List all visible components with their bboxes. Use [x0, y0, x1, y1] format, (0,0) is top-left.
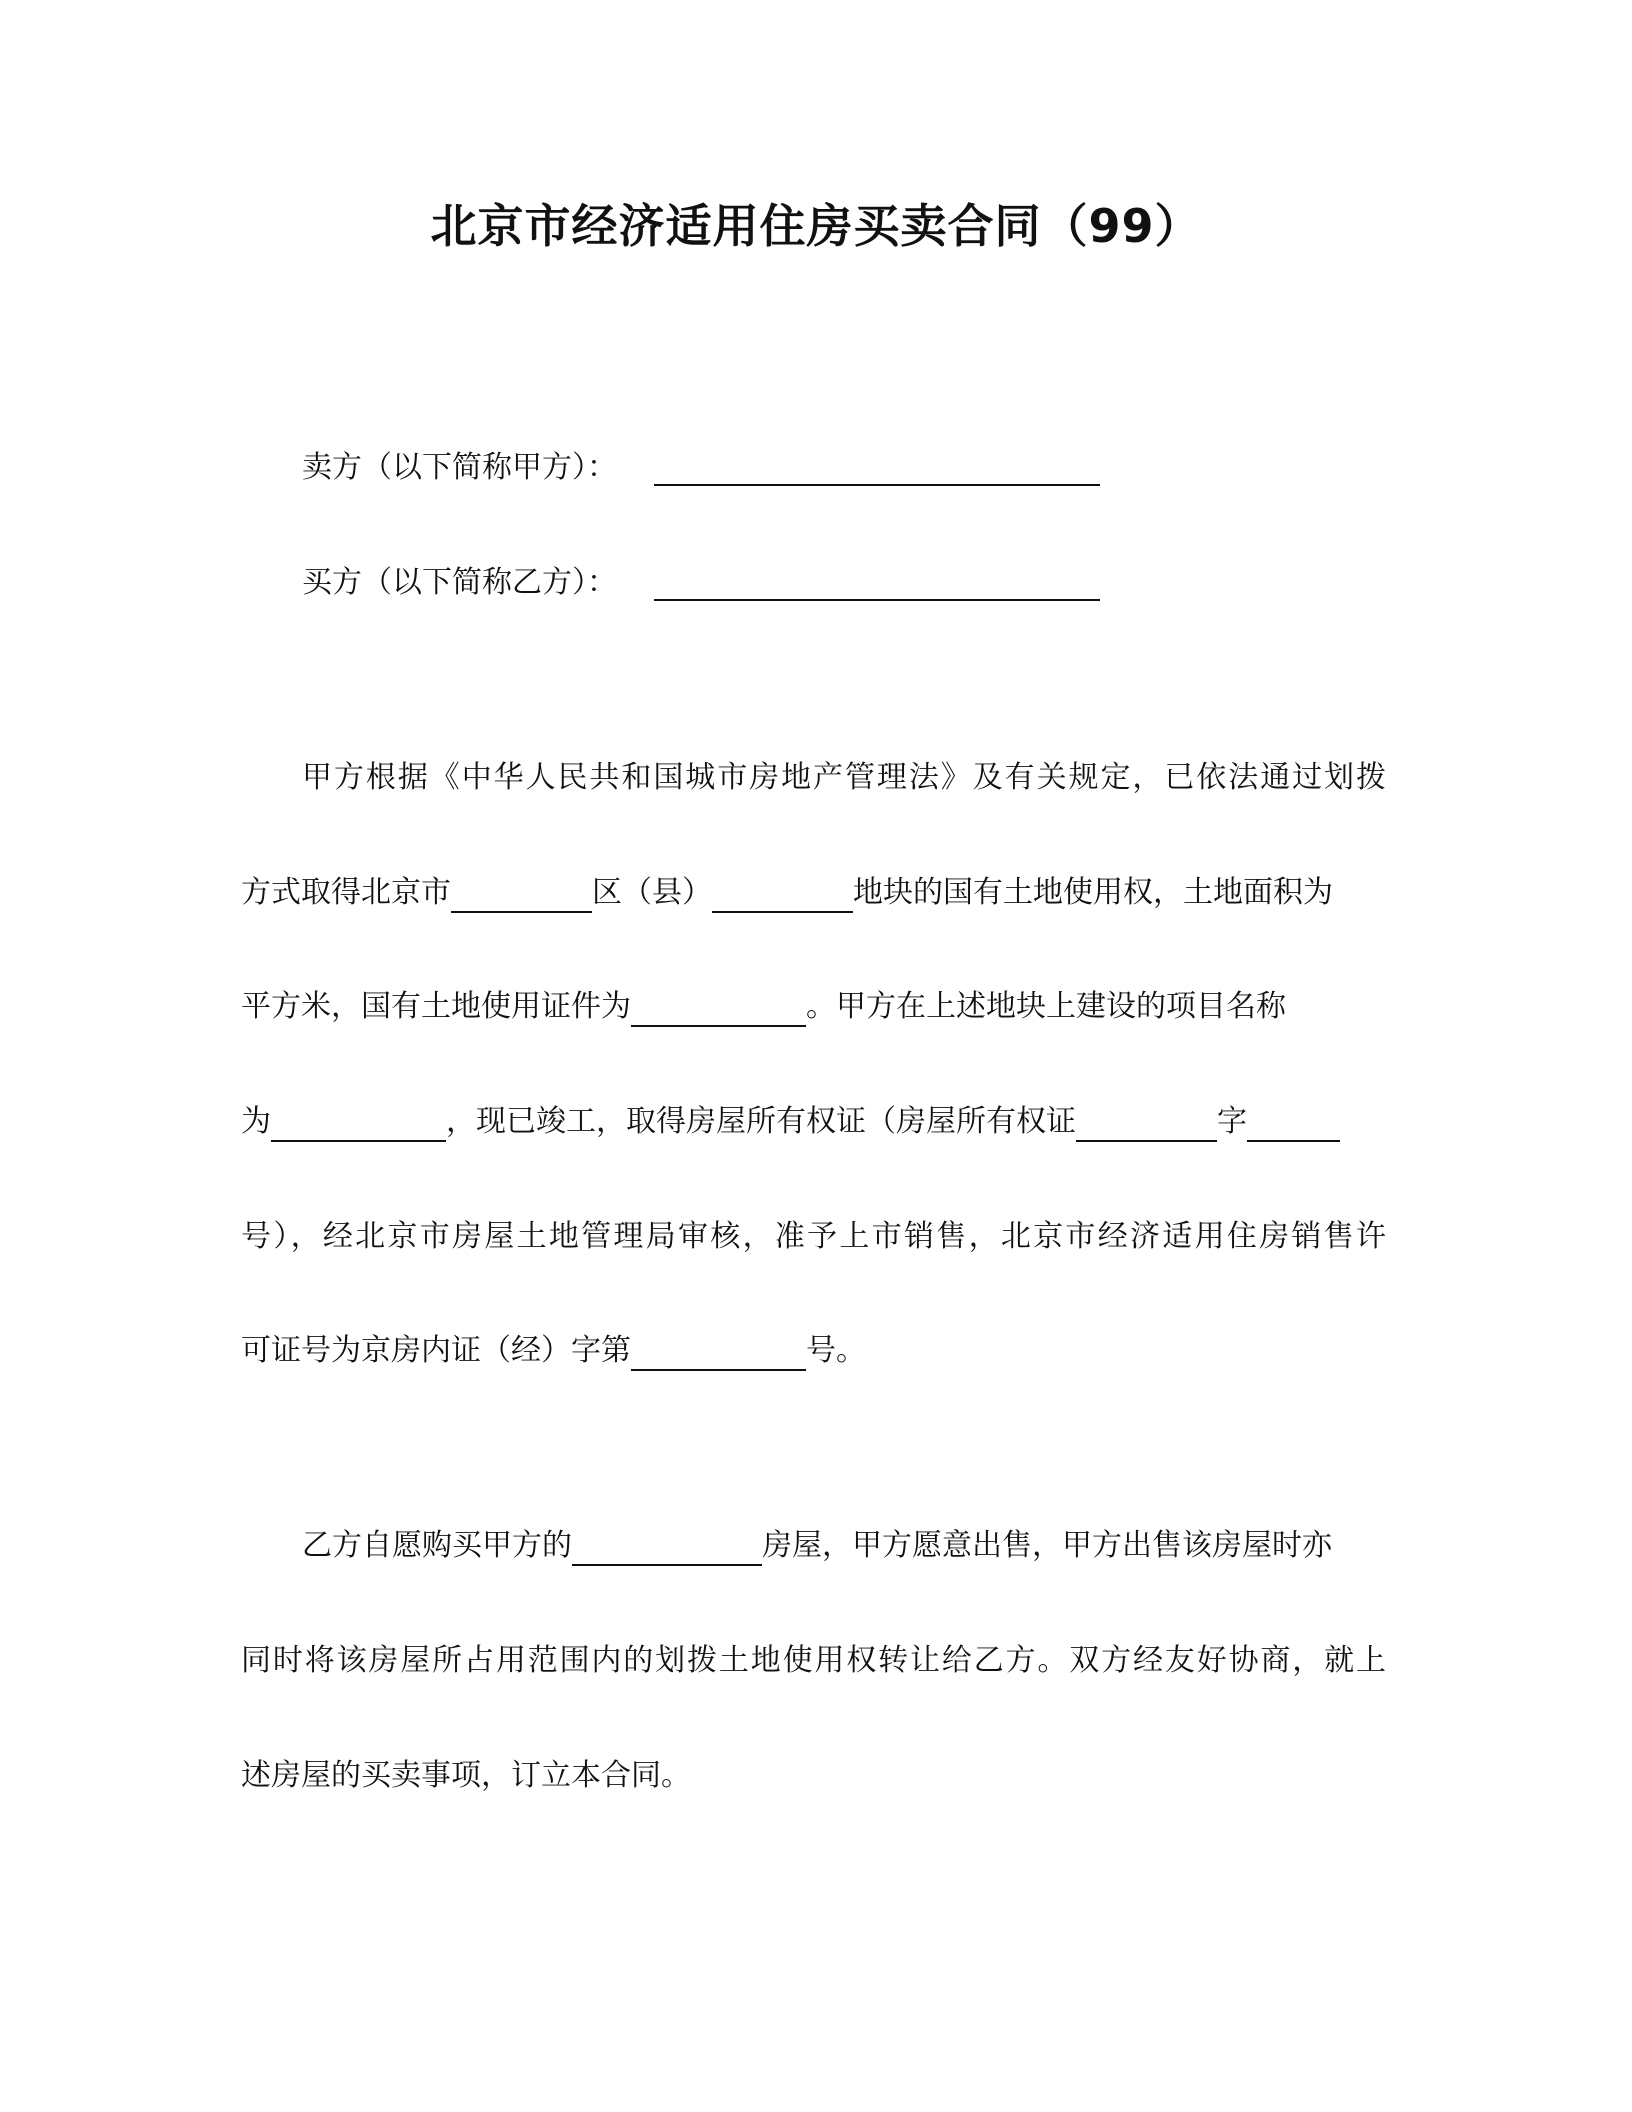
buyer-blank[interactable] — [654, 599, 1100, 601]
para1-line2 — [241, 873, 1386, 913]
plot-blank[interactable] — [712, 875, 853, 913]
para1-line4-text-c: 字 — [1217, 1104, 1247, 1139]
para2-line3: 述房屋的买卖事项，订立本合同。 — [241, 1758, 691, 1793]
para1-line3 — [241, 987, 1386, 1027]
para2-line1-text-b: 房屋，甲方愿意出售，甲方出售该房屋时亦 — [762, 1528, 1332, 1563]
para1-line4-text-b: ，现已竣工，取得房屋所有权证（房屋所有权证 — [446, 1104, 1076, 1139]
para1-line6 — [241, 1331, 1386, 1371]
para2-line1 — [302, 1526, 1386, 1566]
para1-line4-text-a: 为 — [241, 1104, 271, 1139]
para1-line6-text-a: 可证号为京房内证（经）字第 — [241, 1333, 631, 1368]
ownership-cert-number-blank[interactable] — [1247, 1104, 1340, 1142]
para1-line4 — [241, 1102, 1386, 1142]
contract-title: 北京市经济适用住房买卖合同（99） — [430, 199, 1202, 253]
seller-blank[interactable] — [654, 484, 1100, 486]
para2-line1-text-a: 乙方自愿购买甲方的 — [302, 1528, 572, 1563]
sales-permit-blank[interactable] — [631, 1333, 806, 1371]
para1-line5: 号），经北京市房屋土地管理局审核，准予上市销售，北京市经济适用住房销售许 — [241, 1219, 1386, 1254]
seller-label: 卖方（以下简称甲方）： — [302, 450, 617, 485]
para1-line1: 甲方根据《中华人民共和国城市房地产管理法》及有关规定，已依法通过划拨 — [302, 760, 1386, 795]
para1-line3-text-a: 平方米，国有土地使用证件为 — [241, 989, 631, 1024]
para1-line2-text-c: 地块的国有土地使用权，土地面积为 — [853, 875, 1333, 910]
para1-line3-text-b: 。甲方在上述地块上建设的项目名称 — [806, 989, 1286, 1024]
seller-line — [302, 448, 617, 488]
house-blank[interactable] — [572, 1528, 762, 1566]
para2-line2: 同时将该房屋所占用范围内的划拨土地使用权转让给乙方。双方经友好协商，就上 — [241, 1643, 1386, 1678]
project-name-blank[interactable] — [271, 1104, 446, 1142]
ownership-cert-blank[interactable] — [1076, 1104, 1217, 1142]
district-blank[interactable] — [451, 875, 592, 913]
buyer-label: 买方（以下简称乙方）： — [302, 565, 617, 600]
buyer-line — [302, 563, 617, 603]
para1-line2-text-a: 方式取得北京市 — [241, 875, 451, 910]
land-certificate-blank[interactable] — [631, 989, 806, 1027]
para1-line2-text-b: 区（县） — [592, 875, 712, 910]
para1-line6-text-b: 号。 — [806, 1333, 866, 1368]
